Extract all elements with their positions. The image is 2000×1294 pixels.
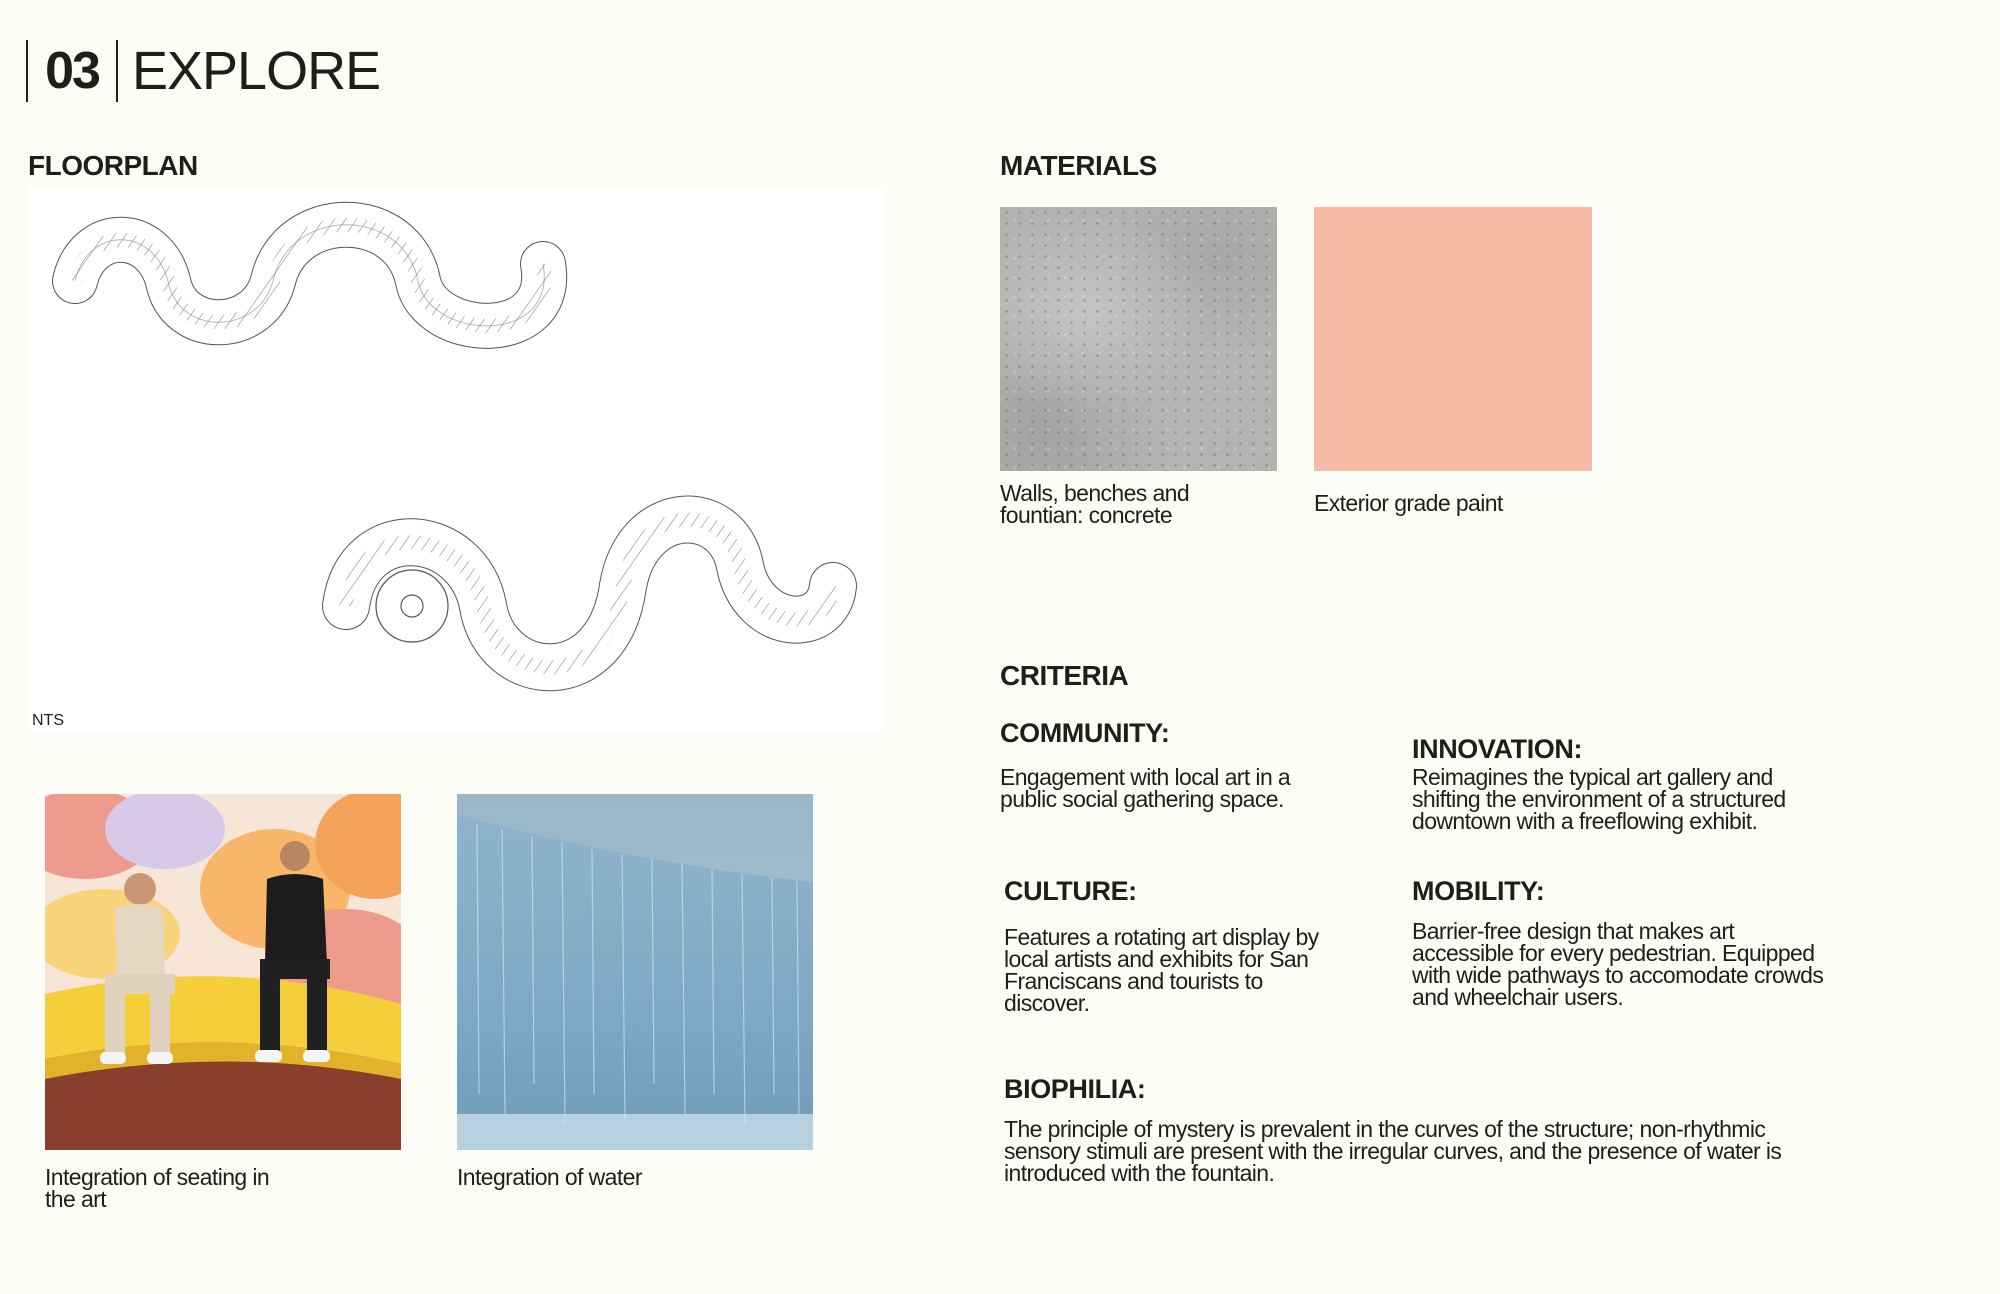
seating-caption-line-2: the art: [45, 1186, 107, 1212]
biophilia-title: BIOPHILIA:: [1004, 1074, 1146, 1104]
culture-text: [1004, 926, 1319, 1014]
culture-title: CULTURE:: [1004, 876, 1137, 906]
paint-caption: Exterior grade paint: [1314, 490, 1503, 516]
scale-note: NTS: [32, 712, 64, 729]
concrete-caption-line-1: Walls, benches and: [1000, 480, 1190, 506]
biophilia-line: introduced with the fountain.: [1004, 1160, 1275, 1186]
concrete-swatch: [1000, 207, 1277, 471]
culture-line: Franciscans and tourists to: [1004, 968, 1263, 994]
innovation-line: downtown with a freeflowing exhibit.: [1412, 808, 1758, 834]
paint-swatch: [1314, 207, 1592, 471]
mobility-title: MOBILITY:: [1412, 876, 1545, 906]
mobility-line: Barrier-free design that makes art: [1412, 918, 1735, 944]
seating-photo: [45, 794, 401, 1150]
concrete-caption-line-2: fountian: concrete: [1000, 502, 1173, 528]
floorplan-svg: [28, 186, 886, 730]
seating-caption: [45, 1166, 269, 1210]
lower-wall-plan: [346, 519, 833, 667]
materials-heading: MATERIALS: [1000, 150, 1157, 181]
innovation-text: [1412, 766, 1786, 832]
innovation-title: INNOVATION:: [1412, 734, 1583, 764]
biophilia-text: [1004, 1118, 1781, 1184]
floorplan-heading: FLOORPLAN: [28, 150, 198, 181]
community-title: COMMUNITY:: [1000, 718, 1170, 748]
community-line: public social gathering space.: [1000, 786, 1284, 812]
mobility-text: [1412, 920, 1823, 1008]
upper-wall-plan: [75, 225, 544, 326]
page-title: EXPLORE: [132, 41, 381, 101]
floorplan-drawing: [28, 186, 886, 730]
culture-line: discover.: [1004, 990, 1090, 1016]
innovation-line: shifting the environment of a structured: [1412, 786, 1786, 812]
section-number: 03: [26, 40, 118, 102]
water-caption: Integration of water: [457, 1164, 642, 1190]
water-photo: [457, 794, 813, 1150]
innovation-line: Reimagines the typical art gallery and: [1412, 764, 1773, 790]
culture-line: Features a rotating art display by: [1004, 924, 1319, 950]
biophilia-line: sensory stimuli are present with the irregular curves, and the presence of water is: [1004, 1138, 1782, 1164]
criteria-heading: CRITERIA: [1000, 660, 1129, 691]
community-text: [1000, 766, 1290, 810]
mobility-line: accessible for every pedestrian. Equipped: [1412, 940, 1815, 966]
culture-line: local artists and exhibits for San: [1004, 946, 1309, 972]
seating-caption-line-1: Integration of seating in: [45, 1164, 270, 1190]
community-line: Engagement with local art in a: [1000, 764, 1291, 790]
mobility-line: and wheelchair users.: [1412, 984, 1624, 1010]
concrete-caption: [1000, 482, 1189, 526]
mobility-line: with wide pathways to accomodate crowds: [1412, 962, 1824, 988]
biophilia-line: The principle of mystery is prevalent in the curves of the structure; non-rhythmic: [1004, 1116, 1766, 1142]
